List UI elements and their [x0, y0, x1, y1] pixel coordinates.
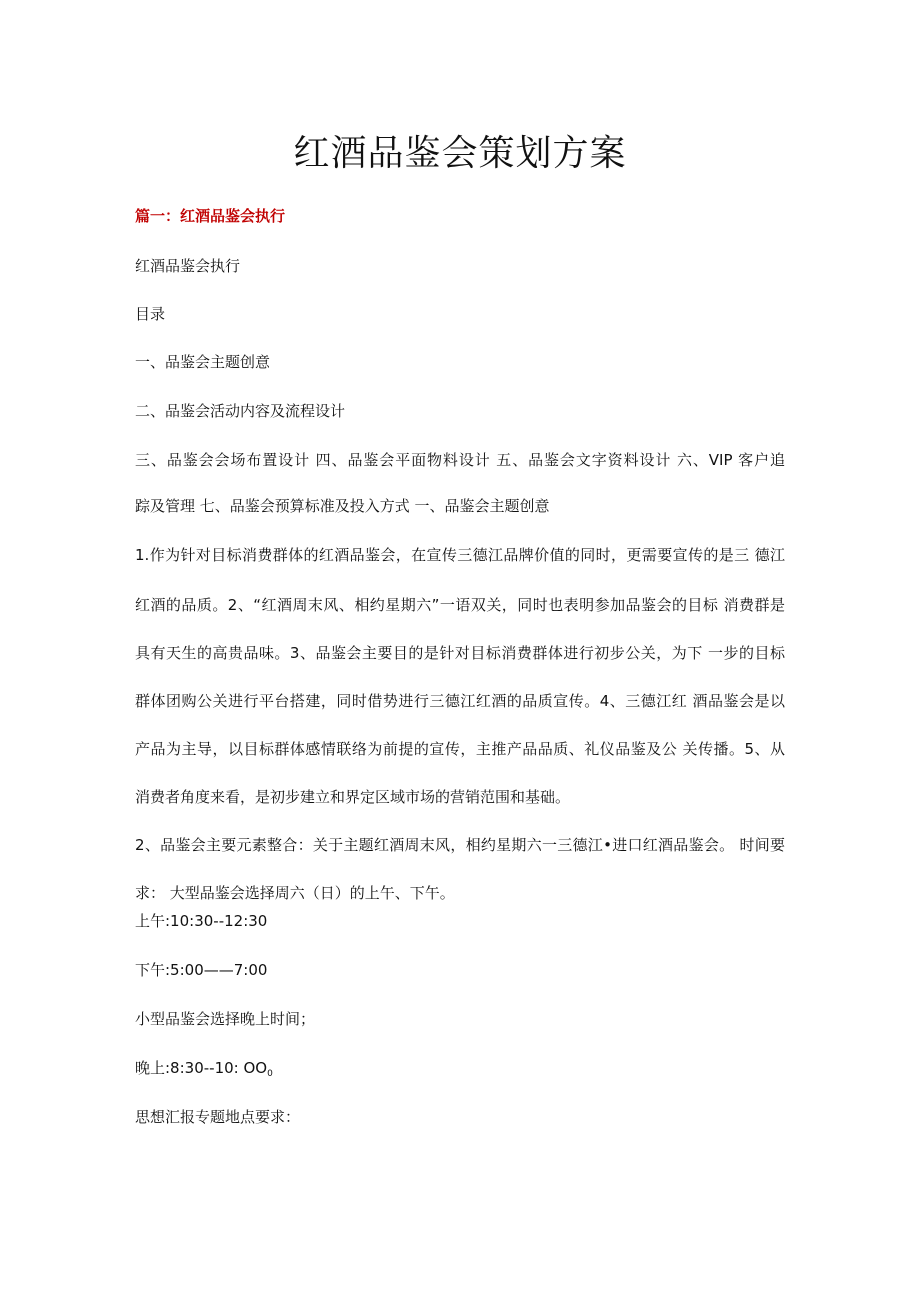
text-line-toc-label: 目录	[135, 305, 166, 323]
document-title: 红酒品鉴会策划方案	[293, 133, 627, 174]
paragraph-line: 消费者角度来看，是初步建立和界定区域市场的营销范围和基础。	[135, 788, 571, 806]
time-evening	[135, 1057, 785, 1085]
section-heading: 篇一：红酒品鉴会执行	[135, 207, 286, 225]
text-line-toc-item: 一、品鉴会主题创意	[135, 353, 271, 371]
text-line-toc-item: 踪及管理 七、品鉴会预算标准及投入方式 一、品鉴会主题创意	[135, 497, 550, 515]
paragraph-line: 1.作为针对目标消费群体的红酒品鉴会，在宣传三德江品牌价值的同时，更需要宣传的是三 德江	[135, 546, 785, 564]
text-line-subtitle: 红酒品鉴会执行	[135, 257, 241, 275]
paragraph-line: 产品为主导，以目标群体感情联络为前提的宣传，主推产品品质、礼仪品鉴及公 关传播。5、从	[135, 740, 785, 758]
time-evening-subscript: 0	[267, 1069, 273, 1079]
location-requirements: 思想汇报专题地点要求：	[135, 1108, 301, 1126]
paragraph-line: 2、品鉴会主要元素整合：关于主题红酒周末风，相约星期六一三德江•进口红酒品鉴会。 时间要	[135, 836, 785, 854]
paragraph-line: 求： 大型品鉴会选择周六（日）的上午、下午。	[135, 884, 455, 902]
time-afternoon: 下午:5:00——7:00	[135, 961, 268, 979]
paragraph-line: 群体团购公关进行平台搭建，同时借势进行三德江红酒的品质宣传。4、三德江红 酒品鉴会是以	[135, 692, 785, 710]
paragraph-line: 具有天生的高贵品味。3、品鉴会主要目的是针对目标消费群体进行初步公关，为下 一步的目标	[135, 644, 785, 662]
time-evening-text: 晚上:8:30--10: OO	[135, 1059, 268, 1077]
time-morning: 上午:10:30--12:30	[135, 912, 268, 930]
paragraph-line: 红酒的品质。2、“红酒周末风、相约星期六”一语双关，同时也表明参加品鉴会的目标 消费群是	[135, 596, 785, 614]
small-event-note: 小型品鉴会选择晚上时间；	[135, 1010, 316, 1028]
text-line-toc-item: 三、品鉴会会场布置设计 四、品鉴会平面物料设计 五、品鉴会文字资料设计 六、VIP 客户追	[135, 451, 785, 469]
text-line-toc-item: 二、品鉴会活动内容及流程设计	[135, 402, 346, 420]
